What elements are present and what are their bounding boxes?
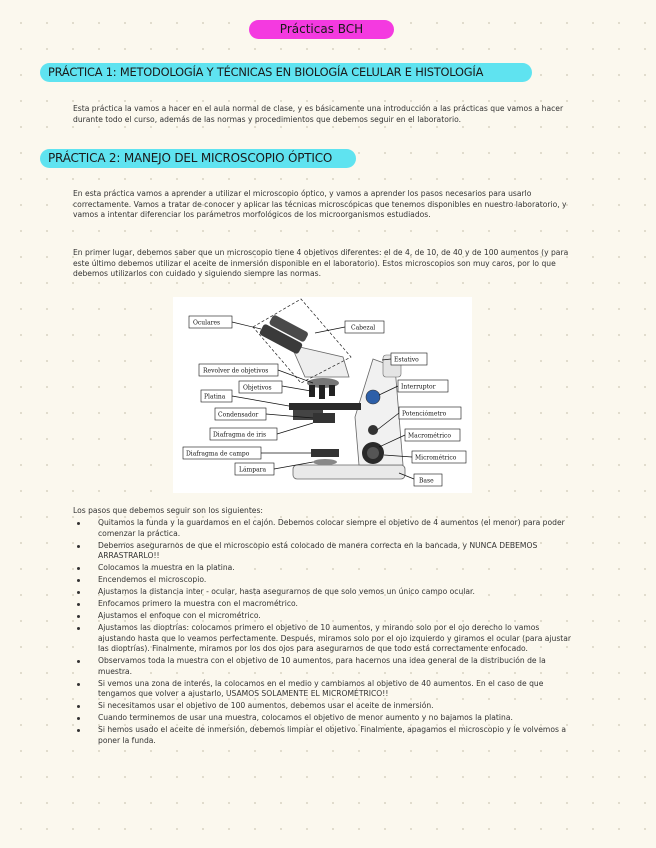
label-lampara	[235, 463, 274, 475]
svg-text:Base: Base	[419, 477, 434, 485]
svg-text:Macrométrico: Macrométrico	[408, 432, 451, 440]
label-micrometrico	[412, 451, 466, 463]
svg-text:Condensador: Condensador	[218, 411, 259, 419]
svg-text:Estativo: Estativo	[394, 356, 419, 364]
svg-text:Potenciómetro: Potenciómetro	[402, 410, 447, 418]
label-estativo	[391, 353, 427, 365]
label-objetivos	[239, 381, 282, 393]
svg-text:Micrométrico: Micrométrico	[415, 454, 457, 462]
label-potenciometro	[399, 407, 461, 419]
label-diafragma-campo	[183, 447, 261, 459]
label-macrometrico	[405, 429, 460, 441]
step-item: Ajustamos las dioptrías: colocamos primero el objetivo de 10 aumentos, y mirando solo por el ojo derecho lo vamos ajustando hasta que lo veamos perfectamente. Después, miramos solo por el ojo izquierdo y giramos el ocular (para ajustar las dioptrías). Finalmente, miramos por los dos ojos para asegurarnos de que todo está correctamente enfocado.	[73, 623, 573, 655]
section-1-paragraph: Esta práctica la vamos a hacer en el aula normal de clase, y es básicamente una introducción a las prácticas que vamos a hacer durante todo el curso, además de las normas y procedimientos que debemos seguir en el laboratorio.	[73, 104, 564, 124]
step-item: Ajustamos el enfoque con el micrométrico.	[73, 611, 573, 622]
step-item: Ajustamos la distancia inter - ocular, hasta asegurarnos de que solo vemos un único campo ocular.	[73, 587, 573, 598]
svg-text:Objetivos: Objetivos	[243, 384, 272, 392]
step-item: Si vemos una zona de interés, la colocamos en el medio y cambiamos al objetivo de 40 aumentos. En el caso de que tengamos que volver a ajustarlo, USAMOS SOLAMENTE EL MICROMÉTRICO!!	[73, 679, 573, 700]
page-title: Prácticas BCH	[249, 20, 394, 39]
label-oculares	[189, 316, 232, 328]
label-diafragma-iris	[210, 428, 277, 440]
label-platina	[201, 390, 232, 402]
svg-text:Lámpara: Lámpara	[239, 466, 267, 474]
svg-text:Revolver de objetivos: Revolver de objetivos	[203, 367, 269, 375]
section-2-paragraph-2: En primer lugar, debemos saber que un microscopio tiene 4 objetivos diferentes: el de 4, de 10, de 40 y de 100 aumentos (y para este último debemos utilizar el aceite de inmersión disponible en el laboratorio). Estos microscopios son muy caros, por lo que debemos utilizarlos con cuidado y siguiendo siempre las normas.	[73, 248, 569, 279]
microscope-illustration	[173, 297, 472, 493]
section-2-paragraph-1: En esta práctica vamos a aprender a utilizar el microscopio óptico, y vamos a aprender los pasos necesarios para usarlo correctamente. Vamos a tratar de conocer y aplicar las técnicas microscópicas que tenemos disponibles en nuestro laboratorio, y vamos a intentar diferenciar los parámetros morfológicos de los microorganismos estudiados.	[73, 189, 567, 220]
svg-text:Platina: Platina	[204, 393, 226, 401]
step-item: Observamos toda la muestra con el objetivo de 10 aumentos, para hacernos una idea general de la distribución de la muestra.	[73, 656, 573, 677]
svg-text:Cabezal: Cabezal	[351, 324, 376, 332]
step-item: Cuando terminemos de usar una muestra, colocamos el objetivo de menor aumento y no bajamos la platina.	[73, 713, 573, 724]
svg-text:Interruptor: Interruptor	[401, 383, 436, 391]
svg-text:Oculares: Oculares	[193, 319, 221, 327]
steps-intro: Los pasos que debemos seguir son los siguientes:	[73, 506, 263, 515]
label-condensador	[215, 408, 266, 420]
step-item: Quitamos la funda y la guardamos en el cajón. Debemos colocar siempre el objetivo de 4 aumentos (el menor) para poder comenzar la práctica.	[73, 518, 573, 539]
steps-list	[73, 518, 573, 748]
microscope-diagram	[173, 297, 472, 493]
step-item: Si necesitamos usar el objetivo de 100 aumentos, debemos usar el aceite de inmersión.	[73, 701, 573, 712]
label-cabezal	[345, 321, 384, 333]
label-revolver	[199, 364, 278, 376]
step-item: Enfocamos primero la muestra con el macrométrico.	[73, 599, 573, 610]
label-base	[414, 474, 442, 486]
step-item: Debemos asegurarnos de que el microscopio está colocado de manera correcta en la bancada, y NUNCA DEBEMOS ARRASTRARLO!!	[73, 541, 573, 562]
svg-text:Diafragma de campo: Diafragma de campo	[186, 450, 250, 458]
svg-text:Diafragma de iris: Diafragma de iris	[213, 431, 267, 439]
label-interruptor	[398, 380, 448, 392]
step-item: Colocamos la muestra en la platina.	[73, 563, 573, 574]
section-heading-practica-1: PRÁCTICA 1: METODOLOGÍA Y TÉCNICAS EN BIOLOGÍA CELULAR E HISTOLOGÍA	[40, 63, 532, 82]
step-item: Si hemos usado el aceite de inmersión, debemos limpiar el objetivo. Finalmente, apagamos el microscopio y le volvemos a poner la funda.	[73, 725, 573, 746]
section-heading-practica-2: PRÁCTICA 2: MANEJO DEL MICROSCOPIO ÓPTICO	[40, 149, 356, 168]
step-item: Encendemos el microscopio.	[73, 575, 573, 586]
